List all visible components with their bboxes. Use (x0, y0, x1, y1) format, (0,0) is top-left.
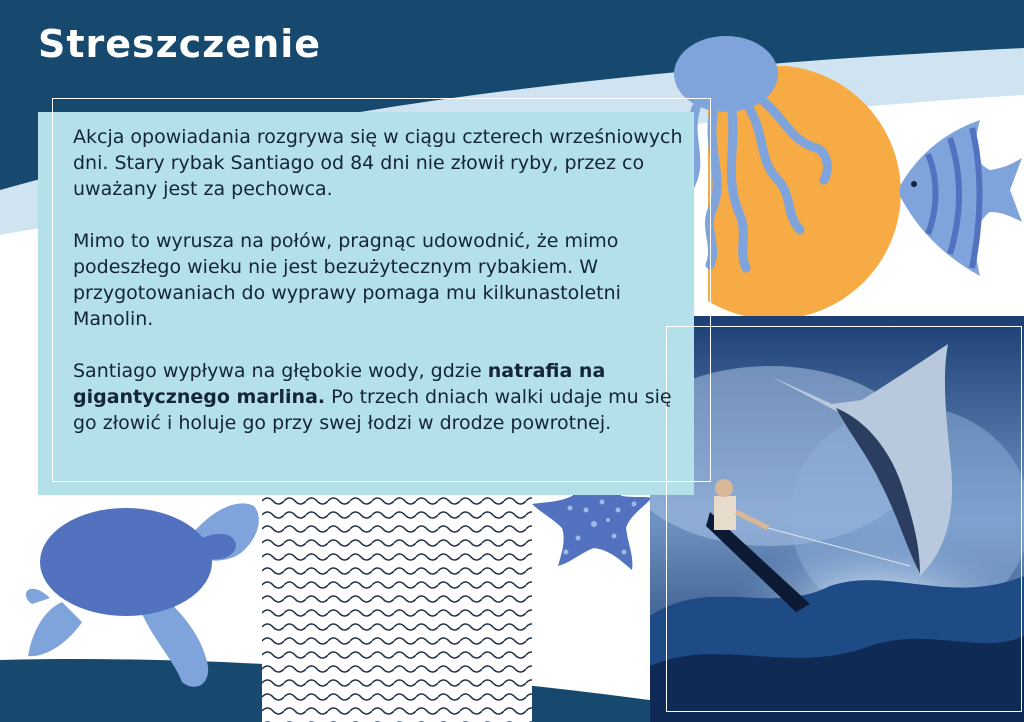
paragraph-1: Akcja opowiadania rozgrywa się w ciągu czterech wrześniowych dni. Stary rybak Santiago od 84 dni nie złowił ryby, przez co uważany jest za pechowca. (73, 126, 683, 200)
slide-title: Streszczenie (38, 22, 322, 66)
paragraph-2: Mimo to wyrusza na połów, pragnąc udowodnić, że mimo podeszłego wieku nie jest bezużytecznym rybakiem. W przygotowaniach do wyprawy pomaga mu kilkunastoletni Manolin. (73, 230, 621, 330)
summary-text (73, 124, 685, 462)
wave-pattern (262, 494, 532, 722)
sea-turtle-icon (22, 486, 268, 692)
paragraph-3-start: Santiago wypływa na głębokie wody, gdzie (73, 360, 488, 382)
paragraph-3-bold: natrafia na gigantycznego marlina. (73, 360, 606, 408)
paragraph-3-end: Po trzech dniach walki udaje mu się go złowić i holuje go przy swej łodzi w drodze powrotnej. (73, 386, 672, 434)
paragraph-3 (73, 358, 685, 436)
painting-outline-frame (666, 326, 1022, 712)
angelfish-icon (892, 118, 1024, 278)
